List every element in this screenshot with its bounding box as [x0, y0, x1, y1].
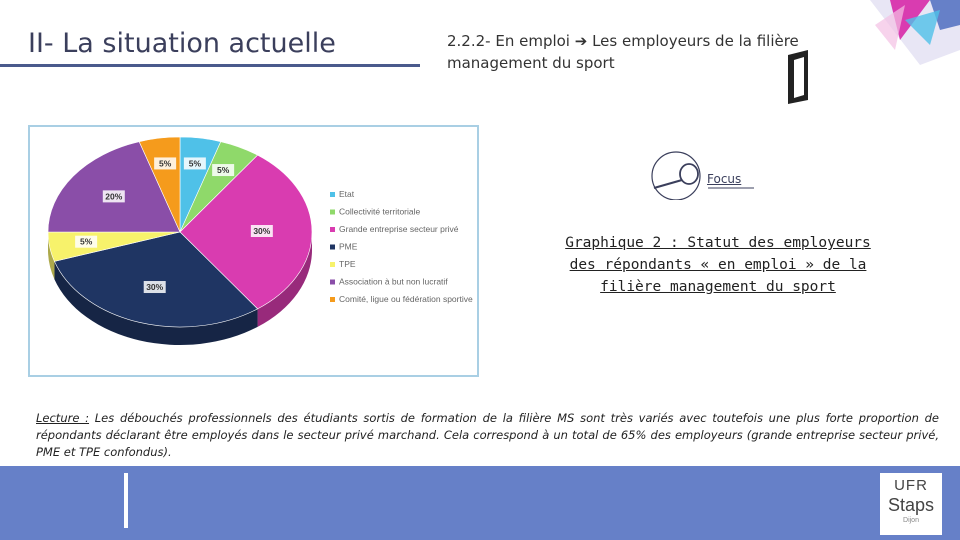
legend-swatch — [330, 280, 335, 285]
pie-data-label-text: 5% — [79, 236, 93, 247]
logo-text-ufr: UFR — [894, 477, 928, 494]
pie-data-label — [75, 236, 97, 248]
pie-data-label — [251, 225, 273, 237]
logo-text-city: Dijon — [903, 517, 919, 524]
legend-swatch — [330, 245, 335, 250]
focus-label: Focus — [707, 172, 742, 186]
legend-label: TPE — [339, 259, 356, 269]
pie-data-label-text: 20% — [105, 191, 123, 202]
slide-title: II- La situation actuelle — [28, 28, 336, 59]
pie-data-label-text: 5% — [158, 158, 172, 169]
pie-data-label-text: 30% — [146, 282, 164, 293]
pie-chart-frame — [28, 125, 479, 377]
legend-swatch — [330, 210, 335, 215]
ufr-staps-logo — [880, 473, 942, 535]
pie-data-label — [103, 190, 125, 202]
pie-data-label-text: 5% — [216, 165, 230, 176]
legend-label: Etat — [339, 189, 355, 199]
legend-label: Comité, ligue ou fédération sportive — [339, 294, 473, 304]
legend-label: Association à but non lucratif — [339, 276, 448, 287]
pie-data-label-text: 5% — [188, 158, 202, 169]
pie-data-label — [144, 281, 166, 293]
pie-data-label — [212, 164, 234, 176]
legend-swatch — [330, 262, 335, 267]
pie-data-label-text: 30% — [253, 226, 271, 236]
legend-swatch — [330, 297, 335, 302]
reading-note-label: Lecture : — [36, 411, 90, 425]
logo-text-staps: Staps — [887, 495, 935, 515]
legend-swatch — [330, 192, 335, 197]
reading-note — [36, 410, 939, 461]
legend-swatch — [330, 227, 335, 232]
pie-data-label — [154, 157, 176, 169]
footer-band — [0, 466, 960, 540]
pie-data-label — [184, 157, 206, 169]
title-underline — [0, 64, 420, 67]
legend-label: PME — [339, 241, 358, 252]
chart-caption: Graphique 2 : Statut des employeurs des répondants « en emploi » de la filière management du sport — [565, 235, 871, 295]
footer-divider — [124, 473, 128, 528]
reading-note-text: Les débouchés professionnels des étudiants sortis de formation de la filière MS sont très variés avec toutefois une plus forte proportion de répondants déclarant être employés dans le secteur privé marchand. Cela correspond à un total de 65% des employeurs (grande entreprise secteur privé, PME et TPE confondus). — [36, 411, 940, 459]
pie-chart — [30, 127, 477, 375]
legend-label: Grande entreprise secteur privé — [339, 224, 459, 234]
legend-label: Collectivité territoriale — [339, 206, 421, 217]
slide-subtitle: 2.2.2- En emploi ➔ Les employeurs de la filière management du sport — [447, 32, 799, 72]
decorative-corner-graphic — [780, 0, 960, 110]
